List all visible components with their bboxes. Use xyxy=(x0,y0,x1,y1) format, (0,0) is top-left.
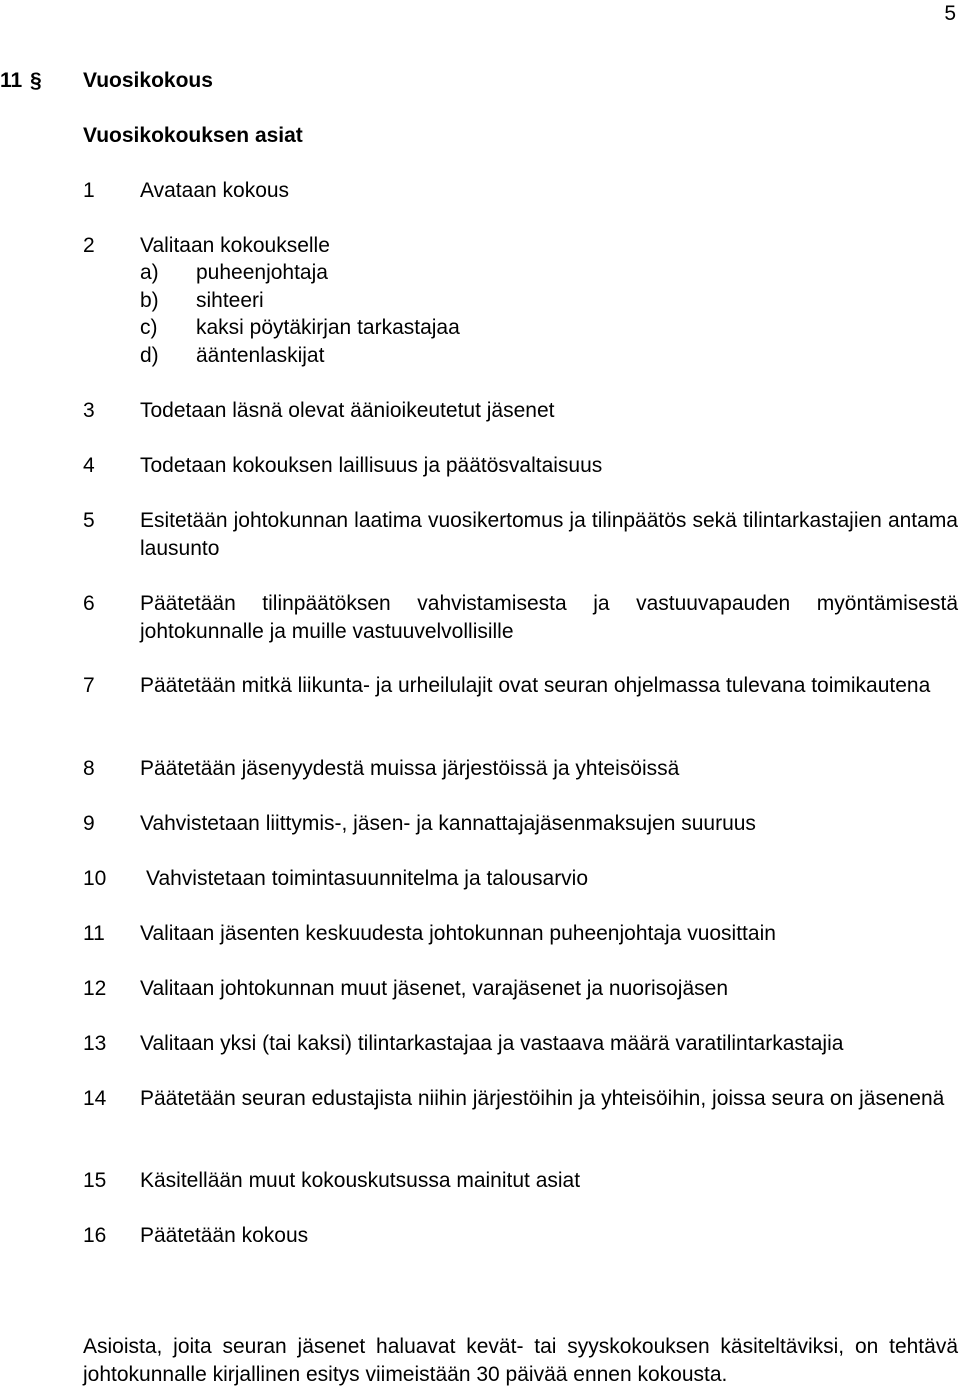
agenda-item-text: Valitaan jäsenten keskuudesta johtokunnan puheenjohtaja vuosittain xyxy=(140,922,776,945)
agenda-item-number: 7 xyxy=(83,674,95,697)
agenda-item-text: Valitaan yksi (tai kaksi) tilintarkastajaa ja vastaava määrä varatilintarkastajia xyxy=(140,1032,844,1055)
agenda-item-number: 5 xyxy=(83,509,95,532)
agenda-item-number: 8 xyxy=(83,757,95,780)
agenda-heading: Vuosikokouksen asiat xyxy=(83,124,303,147)
section-number: 11 xyxy=(0,69,23,92)
subitem-text: ääntenlaskijat xyxy=(196,344,325,367)
agenda-item-number: 1 xyxy=(83,179,95,202)
agenda-item-text: Avataan kokous xyxy=(140,179,290,202)
page-number: 5 xyxy=(944,2,956,25)
agenda-item-text: Käsitellään muut kokouskutsussa mainitut asiat xyxy=(140,1169,581,1192)
agenda-item-number: 10 xyxy=(83,867,107,890)
subitem-text: sihteeri xyxy=(196,289,264,312)
agenda-item-number: 14 xyxy=(83,1087,107,1110)
agenda-item-number: 3 xyxy=(83,399,95,422)
agenda-item-number: 9 xyxy=(83,812,95,835)
subitem-letter: a) xyxy=(140,261,159,284)
agenda-item-text: Todetaan läsnä olevat äänioikeutetut jäsenet xyxy=(140,399,555,422)
agenda-item-text: Valitaan johtokunnan muut jäsenet, varajäsenet ja nuorisojäsen xyxy=(140,977,728,1000)
agenda-item-number: 15 xyxy=(83,1169,107,1192)
subitem-letter: c) xyxy=(140,316,158,339)
section-sign: § xyxy=(30,69,42,92)
agenda-item-text: Todetaan kokouksen laillisuus ja päätösvaltaisuus xyxy=(140,454,603,477)
agenda-item-text: Päätetään seuran edustajista niihin järjestöihin ja yhteisöihin, joissa seura on jäsenenä xyxy=(140,1087,945,1110)
agenda-item-text: Päätetään jäsenyydestä muissa järjestöissä ja yhteisöissä xyxy=(140,757,680,780)
subitem-letter: b) xyxy=(140,289,159,312)
agenda-item-number: 11 xyxy=(83,922,105,945)
agenda-item-text: Vahvistetaan toimintasuunnitelma ja talousarvio xyxy=(146,867,589,890)
agenda-item-text: Esitetään johtokunnan laatima vuosikertomus ja tilinpäätös sekä tilintarkastajien antama lausunto xyxy=(140,509,958,560)
footer-note: Asioista, joita seuran jäsenet haluavat kevät- tai syyskokouksen käsiteltäviksi, on tehtävä johtokunnalle kirjallinen esitys viimeistään 30 päivää ennen kokousta. xyxy=(83,1335,958,1386)
agenda-item-text: Päätetään kokous xyxy=(140,1224,309,1247)
agenda-item-number: 4 xyxy=(83,454,95,477)
subitem-text: puheenjohtaja xyxy=(196,261,328,284)
subitem-text: kaksi pöytäkirjan tarkastajaa xyxy=(196,316,460,339)
section-title: Vuosikokous xyxy=(83,69,213,92)
agenda-item-number: 6 xyxy=(83,592,95,615)
agenda-item-text: Vahvistetaan liittymis-, jäsen- ja kannattajajäsenmaksujen suuruus xyxy=(140,812,756,835)
agenda-item-number: 16 xyxy=(83,1224,107,1247)
agenda-item-number: 12 xyxy=(83,977,107,1000)
subitem-letter: d) xyxy=(140,344,159,367)
agenda-item-number: 2 xyxy=(83,234,95,257)
agenda-item-text: Päätetään tilinpäätöksen vahvistamisesta ja vastuuvapauden myöntämisestä johtokunnalle ja muille vastuuvelvollisille xyxy=(140,592,958,643)
agenda-item-text: Valitaan kokoukselle xyxy=(140,234,330,257)
agenda-item-text: Päätetään mitkä liikunta- ja urheilulajit ovat seuran ohjelmassa tulevana toimikautena xyxy=(140,674,931,697)
agenda-item-number: 13 xyxy=(83,1032,107,1055)
